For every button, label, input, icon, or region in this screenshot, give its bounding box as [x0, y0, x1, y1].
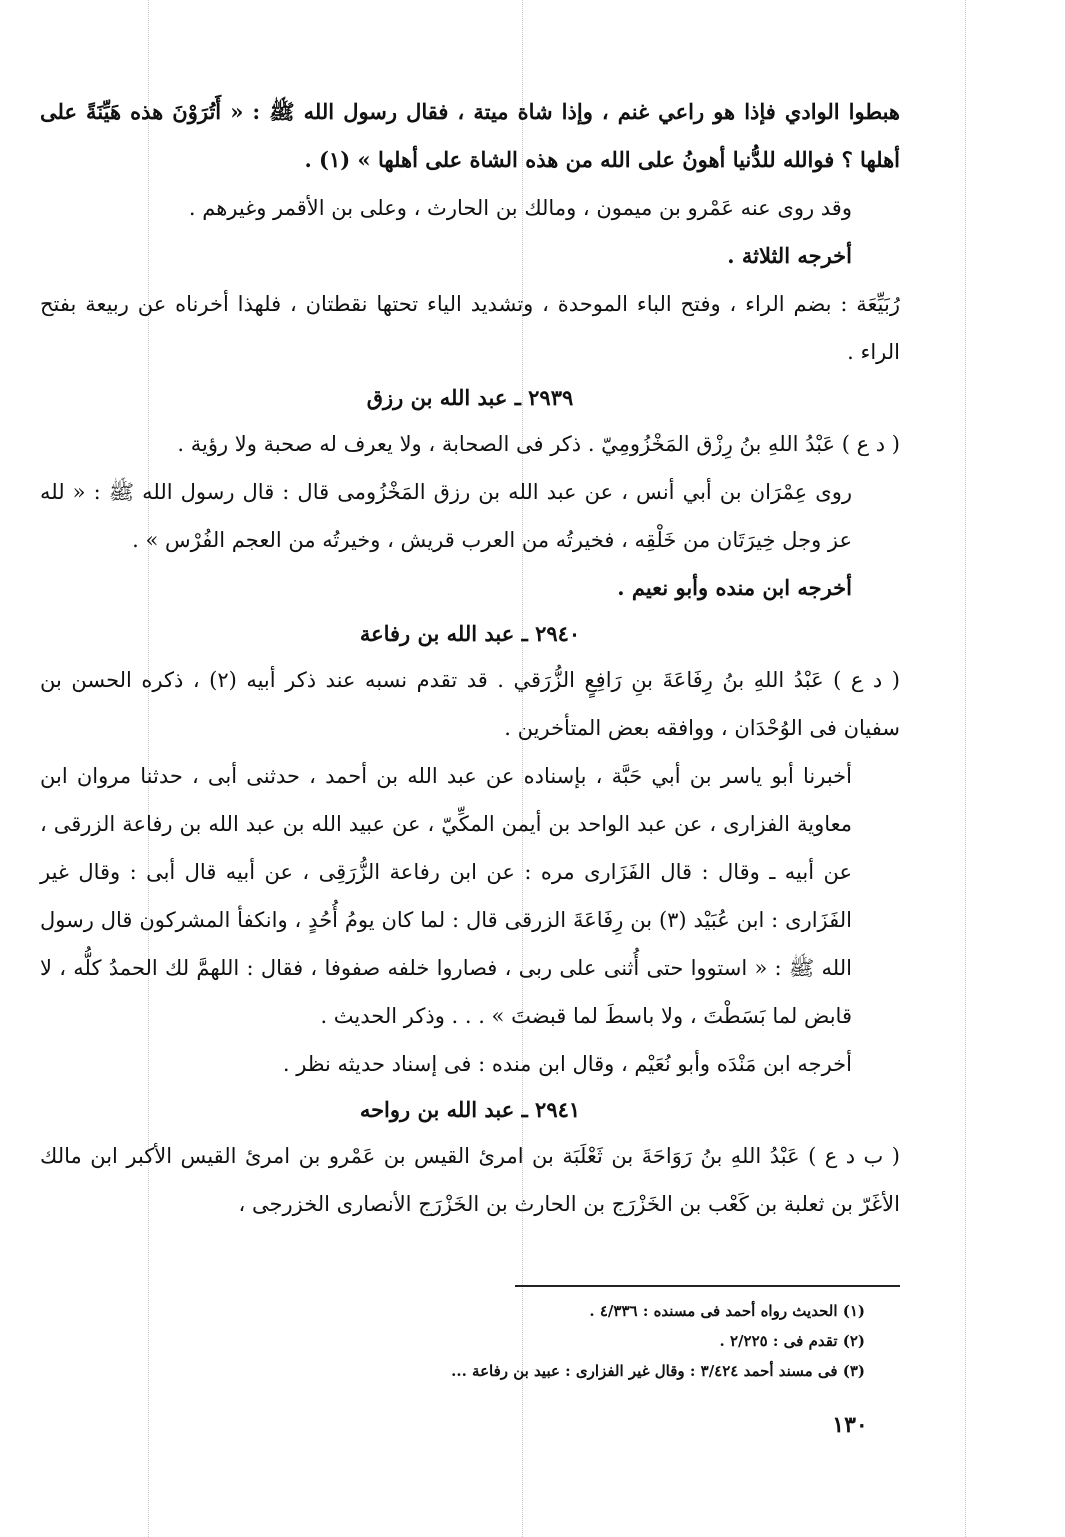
paragraph: أخرجه الثلاثة . [727, 243, 852, 268]
paragraph: ( د ع ) عَبْدُ اللهِ بنُ رِزْق المَخْزُومِيّ . ذكر فى الصحابة ، ولا يعرف له صحبة ولا رؤية . [177, 432, 900, 456]
entry-heading: ٢٩٣٩ ـ عبد الله بن رزق [366, 385, 574, 410]
paragraph: ( د ع ) عَبْدُ اللهِ بنُ رِفَاعَةَ بنِ رَافِعٍ الزُّرَقي . قد تقدم نسبه عند ذكر أبيه (٢) ، ذكره الحسن بن سفيان فى الوُحْدَان ، ووافقه بعض المتأخرين . [40, 668, 900, 740]
paragraph: وقد روى عنه عَمْرو بن ميمون ، ومالك بن الحارث ، وعلى بن الأقمر وغيرهم . [188, 196, 852, 220]
paragraph: هبطوا الوادي فإذا هو راعي غنم ، وإذا شاة ميتة ، فقال رسول الله ﷺ : « أَتُرَوْنَ هذه هَيِّنَةً على أهلها ؟ فوالله للدُّنيا أهونُ على الله من هذه الشاة على أهلها » (١) . [40, 99, 900, 172]
paragraph: ( ب د ع ) عَبْدُ اللهِ بنُ رَوَاحَةَ بن ثَعْلَبَة بن امرئ القيس بن عَمْرو بن امرئ القيس الأكبر ابن مالك الأغَرّ بن ثعلبة بن كَعْب بن الخَزْرَج بن الحارث بن الخَزْرَج الأنصارى الخزرجى ، [40, 1144, 900, 1216]
page-number: ١٣٠ [832, 1412, 868, 1438]
footnote: (١) الحديث رواه أحمد فى مسنده : ٤/٣٣٦ . [589, 1302, 865, 1320]
entry-heading: ٢٩٤٠ ـ عبد الله بن رفاعة [359, 621, 581, 646]
paragraph: روى عِمْرَان بن أبي أنس ، عن عبد الله بن رزق المَخْزُومى قال : قال رسول الله ﷺ : « لله عز وجل خِيرَتَان من خَلْقِه ، فخيرتُه من العرب قريش ، وخيرتُه من العجم الفُرْس » . [40, 480, 852, 552]
footnotes [300, 1296, 865, 1386]
paragraph: أخرجه ابن مَنْدَه وأبو نُعَيْم ، وقال ابن منده : فى إسناد حديثه نظر . [282, 1052, 852, 1076]
scan-artifact-line [965, 0, 966, 1537]
paragraph: رُبَيِّعَة : بضم الراء ، وفتح الباء الموحدة ، وتشديد الياء تحتها نقطتان ، فلهذا أخرناه عن ربيعة بفتح الراء . [40, 292, 900, 364]
entry-heading: ٢٩٤١ ـ عبد الله بن رواحه [359, 1097, 581, 1122]
paragraph: أخرجه ابن منده وأبو نعيم . [617, 575, 852, 600]
paragraph: أخبرنا أبو ياسر بن أبي حَبَّة ، بإسناده عن عبد الله بن أحمد ، حدثنى أبى ، حدثنا مروان ابن معاوية الفزارى ، عن عبد الواحد بن أيمن المكِّيّ ، عن عبيد الله بن عبد الله بن رفاعة الزرقى ، عن أبيه ـ وقال : قال الفَزَارى مره : عن ابن رفاعة الزُّرَقِى ، عن أبيه قال أبى : وقال غير الفَزَارى : ابن عُبَيْد (٣) بن رِفَاعَةَ الزرقى قال : لما كان يومُ أُحُدٍ ، وانكفأ المشركون قال رسول الله ﷺ : « استووا حتى أُثنى على ربى ، فصاروا خلفه صفوفا ، فقال : اللهمَّ لك الحمدُ كلُّه ، لا قابض لما بَسَطْتَ ، ولا باسطَ لما قبضتَ » . . . وذكر الحديث . [40, 764, 853, 1028]
footnote: (٣) فى مسند أحمد ٣/٤٢٤ : وقال غير الفزارى : عبيد بن رفاعة ... [451, 1362, 865, 1380]
main-text [40, 88, 900, 1228]
footnote: (٢) تقدم فى : ٢/٢٢٥ . [719, 1332, 865, 1350]
footnote-separator [515, 1285, 900, 1287]
